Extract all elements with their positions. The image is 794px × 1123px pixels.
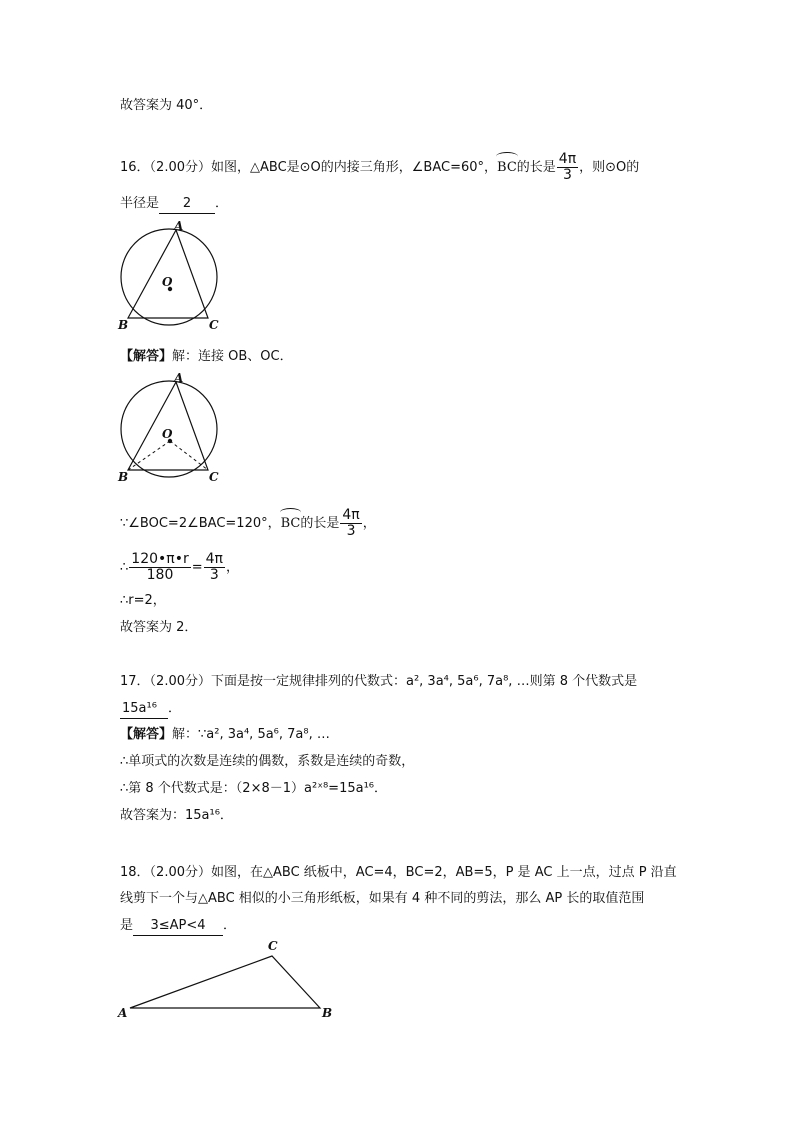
q16-step1-end: ，	[362, 516, 376, 531]
q16-solution-intro: 解：连接 OB、OC．	[172, 349, 293, 364]
q18-answer-blank: 3≤AP<4	[133, 917, 223, 936]
q16-step1-den: 3	[346, 523, 356, 539]
q18-stem3-pre: 是	[120, 918, 134, 933]
q16-answer-blank: 2	[159, 195, 215, 214]
segment-ob	[128, 441, 170, 470]
q16-step2-num: 120•π•r	[131, 551, 189, 567]
q16-step2-eq: =	[191, 560, 203, 575]
q16-conclusion: 故答案为 2．	[120, 620, 198, 635]
q16-solution-tag: 【解答】	[120, 349, 173, 364]
label-a-q18: A	[118, 1006, 128, 1020]
q16-stem2-end: ．	[215, 196, 229, 211]
q16-step1-num: 4π	[342, 507, 360, 523]
q16-step2-pre: ∴	[120, 560, 129, 575]
label-a-2: A	[174, 372, 184, 385]
q17-solution-intro-line	[120, 726, 330, 744]
q16-stem-line1	[120, 152, 639, 183]
q17-solution-tag: 【解答】	[120, 727, 173, 742]
label-c: C	[209, 318, 219, 332]
label-o-2: O	[162, 427, 173, 441]
q17-answer-end: ．	[168, 701, 182, 716]
q17-answer-blank: 15a¹⁶	[120, 700, 168, 719]
q16-step2-right-fraction	[204, 552, 225, 583]
q16-frac-den: 3	[563, 167, 572, 183]
triangle-abc-q18	[130, 956, 320, 1008]
triangle-abc-2	[128, 382, 208, 470]
q16-stem-b: 的长是	[516, 160, 556, 175]
q18-stem-line1: 18．（2.00分）如图，在△ABC 纸板中，AC=4，BC=2，AB=5，P 是 AC 上一点，过点 P 沿直	[120, 865, 677, 880]
q16-arc-bc: BC	[497, 157, 517, 177]
q16-step2	[120, 552, 239, 583]
label-c-q18: C	[268, 939, 278, 953]
q16-step2-den: 180	[146, 567, 174, 583]
q17-answer-line	[120, 700, 181, 719]
q16-solution-intro-line	[120, 348, 293, 366]
q16-step2-rnum: 4π	[205, 551, 223, 567]
q16-step2-left-fraction	[129, 552, 190, 583]
label-o: O	[162, 275, 173, 289]
q16-step1	[120, 508, 376, 539]
q18-stem3-end: ．	[223, 918, 237, 933]
q17-conclusion: 故答案为：15a¹⁶．	[120, 808, 233, 823]
label-b: B	[118, 318, 129, 332]
label-c-2: C	[209, 470, 219, 484]
q16-stem-c: ，则⊙O的	[579, 160, 640, 175]
q16-stem2: 半径是	[120, 196, 160, 211]
q16-figure-solution	[114, 372, 224, 487]
q18-figure-triangle	[114, 938, 344, 1023]
q17-solution-intro: 解：∵a², 3a⁴, 5a⁶, 7a⁸, …	[172, 727, 330, 742]
q16-step3: ∴r=2，	[120, 593, 166, 608]
q16-stem-line2	[120, 195, 228, 214]
q15-conclusion: 故答案为 40°．	[120, 98, 213, 113]
q16-step2-rden: 3	[209, 567, 219, 583]
q17-stem: 17．（2.00分）下面是按一定规律排列的代数式：a², 3a⁴, 5a⁶, 7a⁸, …则第 8 个代数式是	[120, 674, 638, 689]
q16-step1-a: ∵∠BOC=2∠BAC=120°，	[120, 516, 281, 531]
q16-step1-b: 的长是	[300, 516, 340, 531]
q16-step1-arc: BC	[281, 513, 301, 533]
q16-step1-fraction	[340, 508, 361, 539]
q16-frac-num: 4π	[558, 151, 577, 167]
q18-stem-line3	[120, 917, 236, 936]
q17-step2: ∴第 8 个代数式是：（2×8－1）a²ˣ⁸=15a¹⁶．	[120, 781, 387, 796]
q16-figure-circle	[114, 220, 224, 335]
label-a: A	[174, 220, 184, 233]
q18-stem-line2: 线剪下一个与△ABC 相似的小三角形纸板，如果有 4 种不同的剪法，那么 AP 长的取值范围	[120, 891, 645, 906]
q17-step1: ∴单项式的次数是连续的偶数，系数是连续的奇数，	[120, 754, 415, 769]
q16-arc-length-fraction	[557, 152, 578, 183]
triangle-abc	[128, 230, 208, 318]
q16-step2-end: ，	[225, 560, 239, 575]
label-b-q18: B	[322, 1006, 333, 1020]
q16-stem-a: 16．（2.00分）如图，△ABC是⊙O的内接三角形，∠BAC=60°，	[120, 160, 498, 175]
label-b-2: B	[118, 470, 129, 484]
